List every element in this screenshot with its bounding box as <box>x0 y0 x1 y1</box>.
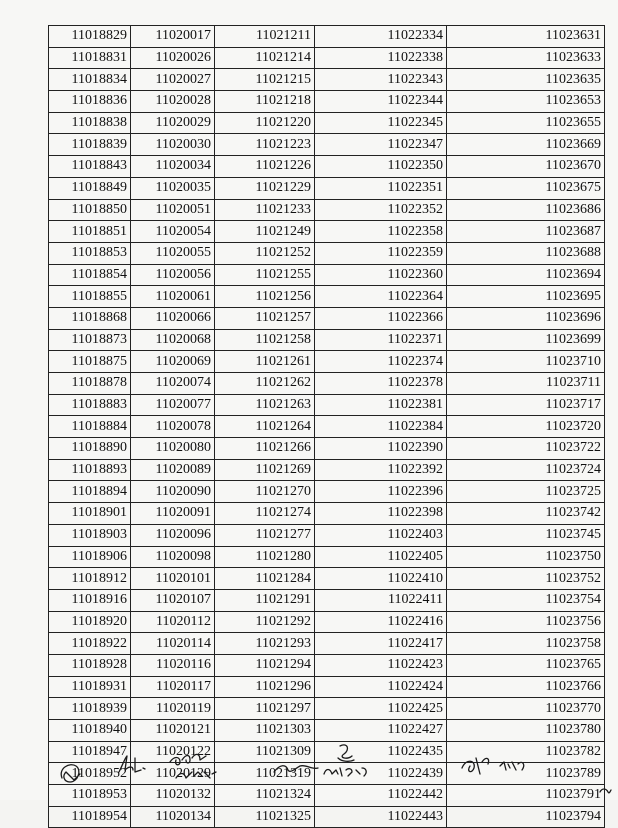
signature-area <box>0 738 618 800</box>
table-body <box>49 26 605 828</box>
table-cell: 11020098 <box>131 546 215 568</box>
table-cell: 11021296 <box>215 676 315 698</box>
table-cell: 11023669 <box>447 134 605 156</box>
table-cell: 11020056 <box>131 264 215 286</box>
table-cell: 11018893 <box>49 459 131 481</box>
table-cell: 11021257 <box>215 307 315 329</box>
table-cell: 11023724 <box>447 459 605 481</box>
table-cell: 11023782 <box>447 741 605 763</box>
table-cell: 11023694 <box>447 264 605 286</box>
table-row <box>49 676 605 698</box>
table-cell: 11018901 <box>49 503 131 525</box>
table-cell: 11020035 <box>131 177 215 199</box>
table-cell: 11022435 <box>315 741 447 763</box>
table-cell: 11020029 <box>131 112 215 134</box>
table-cell: 11021249 <box>215 221 315 243</box>
table-cell: 11018838 <box>49 112 131 134</box>
table-cell: 11022416 <box>315 611 447 633</box>
table-cell: 11021226 <box>215 156 315 178</box>
table-cell: 11021229 <box>215 177 315 199</box>
table-cell: 11021218 <box>215 91 315 113</box>
table-cell: 11023710 <box>447 351 605 373</box>
table-cell: 11022403 <box>315 524 447 546</box>
table-cell: 11023752 <box>447 568 605 590</box>
table-cell: 11018831 <box>49 47 131 69</box>
signature-3 <box>318 740 374 788</box>
table-cell: 11021269 <box>215 459 315 481</box>
table-cell: 11021252 <box>215 242 315 264</box>
table-cell: 11020134 <box>131 806 215 828</box>
table-cell: 11018903 <box>49 524 131 546</box>
table-row <box>49 91 605 113</box>
table-cell: 11020054 <box>131 221 215 243</box>
table-cell: 11023631 <box>447 26 605 48</box>
table-cell: 11018947 <box>49 741 131 763</box>
table-row <box>49 589 605 611</box>
table-cell: 11022439 <box>315 763 447 785</box>
table-cell: 11018890 <box>49 438 131 460</box>
table-cell: 11020066 <box>131 307 215 329</box>
table-cell: 11020077 <box>131 394 215 416</box>
table-cell: 11021264 <box>215 416 315 438</box>
table-cell: 11020030 <box>131 134 215 156</box>
table-cell: 11023756 <box>447 611 605 633</box>
table-cell: 11022374 <box>315 351 447 373</box>
table-cell: 11022390 <box>315 438 447 460</box>
table-cell: 11020028 <box>131 91 215 113</box>
table-row <box>49 524 605 546</box>
table-row <box>49 242 605 264</box>
table-cell: 11018931 <box>49 676 131 698</box>
table-cell: 11018953 <box>49 785 131 807</box>
table-cell: 11021325 <box>215 806 315 828</box>
table-cell: 11018922 <box>49 633 131 655</box>
table-cell: 11021274 <box>215 503 315 525</box>
table-cell: 11023745 <box>447 524 605 546</box>
table-cell: 11022443 <box>315 806 447 828</box>
table-cell: 11023635 <box>447 69 605 91</box>
table-cell: 11023758 <box>447 633 605 655</box>
table-cell: 11022442 <box>315 785 447 807</box>
table-cell: 11018873 <box>49 329 131 351</box>
table-row <box>49 459 605 481</box>
table-cell: 11023699 <box>447 329 605 351</box>
table-cell: 11021292 <box>215 611 315 633</box>
table-cell: 11021270 <box>215 481 315 503</box>
signature-1 <box>166 748 226 788</box>
table-cell: 11022411 <box>315 589 447 611</box>
table-cell: 11020027 <box>131 69 215 91</box>
table-cell: 11018894 <box>49 481 131 503</box>
table-cell: 11020078 <box>131 416 215 438</box>
table-cell: 11022378 <box>315 373 447 395</box>
table-cell: 11020034 <box>131 156 215 178</box>
table-cell: 11021255 <box>215 264 315 286</box>
roll-number-table <box>48 25 605 828</box>
table-cell: 11018839 <box>49 134 131 156</box>
table-cell: 11018883 <box>49 394 131 416</box>
table-cell: 11023780 <box>447 720 605 742</box>
table-cell: 11021261 <box>215 351 315 373</box>
table-cell: 11023633 <box>447 47 605 69</box>
table-row <box>49 286 605 308</box>
table-cell: 11022358 <box>315 221 447 243</box>
table-cell: 11020121 <box>131 720 215 742</box>
table-cell: 11021266 <box>215 438 315 460</box>
table-cell: 11022427 <box>315 720 447 742</box>
table-cell: 11018849 <box>49 177 131 199</box>
table-cell: 11023711 <box>447 373 605 395</box>
table-cell: 11023655 <box>447 112 605 134</box>
table-cell: 11022405 <box>315 546 447 568</box>
table-cell: 11022351 <box>315 177 447 199</box>
table-cell: 11020119 <box>131 698 215 720</box>
table-cell: 11023653 <box>447 91 605 113</box>
table-cell: 11022364 <box>315 286 447 308</box>
table-cell: 11018906 <box>49 546 131 568</box>
table-row <box>49 654 605 676</box>
table-row <box>49 351 605 373</box>
table-cell: 11023794 <box>447 806 605 828</box>
table-cell: 11022371 <box>315 329 447 351</box>
table-row <box>49 156 605 178</box>
table-cell: 11020117 <box>131 676 215 698</box>
table-cell: 11018850 <box>49 199 131 221</box>
table-cell: 11018939 <box>49 698 131 720</box>
table-cell: 11021262 <box>215 373 315 395</box>
table-cell: 11018912 <box>49 568 131 590</box>
table-cell: 11022350 <box>315 156 447 178</box>
table-cell: 11021215 <box>215 69 315 91</box>
table-row <box>49 221 605 243</box>
table-row <box>49 307 605 329</box>
table-cell: 11018884 <box>49 416 131 438</box>
table-cell: 11022396 <box>315 481 447 503</box>
table-cell: 11021291 <box>215 589 315 611</box>
table-row <box>49 47 605 69</box>
table-row <box>49 373 605 395</box>
table-row <box>49 806 605 828</box>
table-row <box>49 503 605 525</box>
table-row <box>49 633 605 655</box>
table-cell: 11023687 <box>447 221 605 243</box>
table-cell: 11018851 <box>49 221 131 243</box>
table-cell: 11022392 <box>315 459 447 481</box>
table-cell: 11021303 <box>215 720 315 742</box>
table-row <box>49 134 605 156</box>
table-cell: 11018853 <box>49 242 131 264</box>
table-cell: 11020122 <box>131 741 215 763</box>
table-cell: 11023720 <box>447 416 605 438</box>
table-row <box>49 26 605 48</box>
table-cell: 11023754 <box>447 589 605 611</box>
table-cell: 11021223 <box>215 134 315 156</box>
table-row <box>49 69 605 91</box>
table-cell: 11020017 <box>131 26 215 48</box>
table-cell: 11018940 <box>49 720 131 742</box>
table-cell: 11022334 <box>315 26 447 48</box>
table-cell: 11023688 <box>447 242 605 264</box>
table-cell: 11022423 <box>315 654 447 676</box>
table-cell: 11022359 <box>315 242 447 264</box>
table-cell: 11018928 <box>49 654 131 676</box>
table-row <box>49 481 605 503</box>
table-cell: 11021294 <box>215 654 315 676</box>
table-cell: 11018916 <box>49 589 131 611</box>
table-cell: 11021233 <box>215 199 315 221</box>
table-row <box>49 264 605 286</box>
table-cell: 11018875 <box>49 351 131 373</box>
table-cell: 11018834 <box>49 69 131 91</box>
table-cell: 11022366 <box>315 307 447 329</box>
table-cell: 11020114 <box>131 633 215 655</box>
table-row <box>49 112 605 134</box>
corner-mark <box>598 786 612 796</box>
initial-mark-2 <box>115 752 147 778</box>
table-cell: 11023717 <box>447 394 605 416</box>
table-cell: 11020089 <box>131 459 215 481</box>
table-cell: 11021297 <box>215 698 315 720</box>
table-cell: 11022381 <box>315 394 447 416</box>
table-cell: 11023670 <box>447 156 605 178</box>
initial-mark-1 <box>56 758 86 788</box>
table-cell: 11023686 <box>447 199 605 221</box>
table-cell: 11020112 <box>131 611 215 633</box>
table-row <box>49 394 605 416</box>
table-cell: 11020061 <box>131 286 215 308</box>
table-cell: 11018954 <box>49 806 131 828</box>
table-cell: 11020132 <box>131 785 215 807</box>
table-cell: 11023791 <box>447 785 605 807</box>
table-cell: 11020090 <box>131 481 215 503</box>
table-cell: 11018878 <box>49 373 131 395</box>
table-cell: 11022360 <box>315 264 447 286</box>
table-cell: 11021309 <box>215 741 315 763</box>
table-row <box>49 611 605 633</box>
table-row <box>49 199 605 221</box>
table-cell: 11020068 <box>131 329 215 351</box>
table-cell: 11023722 <box>447 438 605 460</box>
table-row <box>49 568 605 590</box>
table-cell: 11020080 <box>131 438 215 460</box>
table-cell: 11021324 <box>215 785 315 807</box>
table-cell: 11021293 <box>215 633 315 655</box>
table-cell: 11022410 <box>315 568 447 590</box>
table-cell: 11021211 <box>215 26 315 48</box>
table-cell: 11018836 <box>49 91 131 113</box>
table-row <box>49 438 605 460</box>
table-cell: 11020055 <box>131 242 215 264</box>
table-cell: 11022352 <box>315 199 447 221</box>
table-cell: 11021319 <box>215 763 315 785</box>
table-row <box>49 546 605 568</box>
table-cell: 11021256 <box>215 286 315 308</box>
table-cell: 11021214 <box>215 47 315 69</box>
table-cell: 11020026 <box>131 47 215 69</box>
table-cell: 11018952 <box>49 763 131 785</box>
table-cell: 11018855 <box>49 286 131 308</box>
table-cell: 11022417 <box>315 633 447 655</box>
table-cell: 11021277 <box>215 524 315 546</box>
table-cell: 11018920 <box>49 611 131 633</box>
table-cell: 11021263 <box>215 394 315 416</box>
table-cell: 11022343 <box>315 69 447 91</box>
table-cell: 11023696 <box>447 307 605 329</box>
table-cell: 11020051 <box>131 199 215 221</box>
table-cell: 11022347 <box>315 134 447 156</box>
table-cell: 11020096 <box>131 524 215 546</box>
table-cell: 11023750 <box>447 546 605 568</box>
table-cell: 11020101 <box>131 568 215 590</box>
table-cell: 11022425 <box>315 698 447 720</box>
table-cell: 11020074 <box>131 373 215 395</box>
table-cell: 11018854 <box>49 264 131 286</box>
signature-2 <box>270 756 322 780</box>
table-cell: 11023675 <box>447 177 605 199</box>
table-cell: 11022424 <box>315 676 447 698</box>
table-cell: 11022398 <box>315 503 447 525</box>
table-cell: 11023770 <box>447 698 605 720</box>
table-cell: 11020091 <box>131 503 215 525</box>
table-cell: 11023789 <box>447 763 605 785</box>
table-cell: 11022345 <box>315 112 447 134</box>
table-cell: 11022384 <box>315 416 447 438</box>
table-cell: 11021220 <box>215 112 315 134</box>
table-row <box>49 698 605 720</box>
table-cell: 11023765 <box>447 654 605 676</box>
table-cell: 11022344 <box>315 91 447 113</box>
table-cell: 11018843 <box>49 156 131 178</box>
table-cell: 11023742 <box>447 503 605 525</box>
table-cell: 11022338 <box>315 47 447 69</box>
signature-4 <box>456 748 530 788</box>
table-cell: 11021280 <box>215 546 315 568</box>
table-cell: 11023725 <box>447 481 605 503</box>
table-cell: 11020116 <box>131 654 215 676</box>
table-row <box>49 177 605 199</box>
table-cell: 11020107 <box>131 589 215 611</box>
table-cell: 11018829 <box>49 26 131 48</box>
table-cell: 11020069 <box>131 351 215 373</box>
table-row <box>49 416 605 438</box>
table-cell: 11023766 <box>447 676 605 698</box>
table-cell: 11020129 <box>131 763 215 785</box>
table-row <box>49 329 605 351</box>
table-cell: 11021258 <box>215 329 315 351</box>
table-cell: 11018868 <box>49 307 131 329</box>
table-cell: 11021284 <box>215 568 315 590</box>
table-cell: 11023695 <box>447 286 605 308</box>
